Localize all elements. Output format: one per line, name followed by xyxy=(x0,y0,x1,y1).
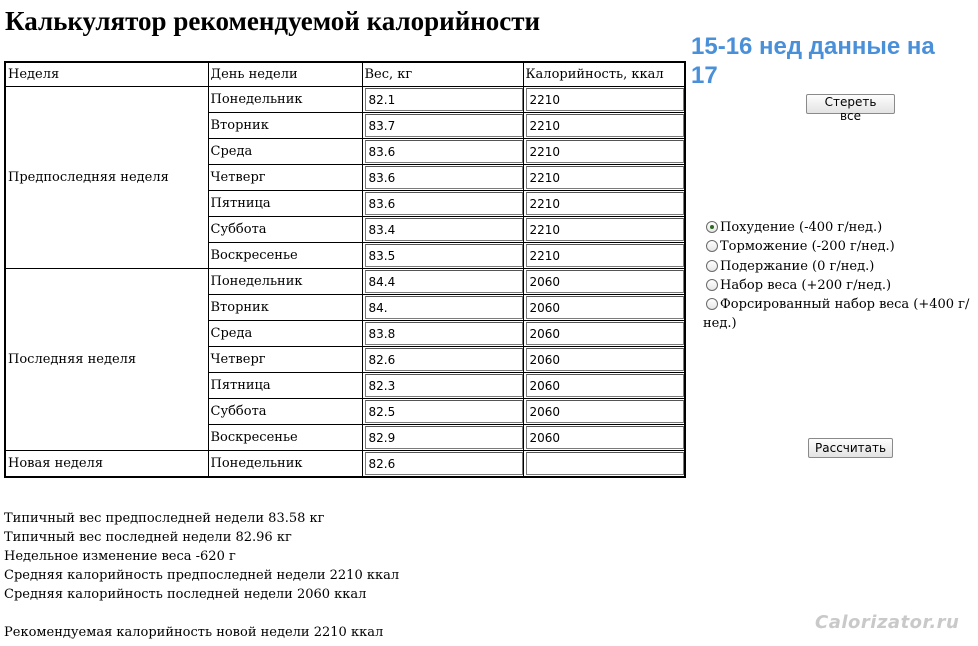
calories-cell xyxy=(523,451,685,478)
weight-input[interactable] xyxy=(365,374,523,397)
watermark-logo: Calorizator.ru xyxy=(815,612,960,633)
week-label: Новая неделя xyxy=(5,451,208,478)
table-row xyxy=(5,451,685,478)
radio-empty-icon[interactable] xyxy=(706,279,718,291)
weight-cell xyxy=(362,243,523,269)
calories-input[interactable] xyxy=(526,322,684,345)
radio-empty-icon[interactable] xyxy=(706,260,718,272)
calories-cell xyxy=(523,165,685,191)
calories-cell xyxy=(523,113,685,139)
day-label: Среда xyxy=(208,321,362,347)
day-label: Суббота xyxy=(208,217,362,243)
calories-cell xyxy=(523,217,685,243)
goal-option-label: Похудение (-400 г/нед.) xyxy=(720,220,883,235)
weight-cell xyxy=(362,295,523,321)
calories-cell xyxy=(523,373,685,399)
calories-cell xyxy=(523,347,685,373)
calories-cell xyxy=(523,191,685,217)
weight-cell xyxy=(362,165,523,191)
weight-cell xyxy=(362,373,523,399)
column-header-calories: Калорийность, ккал xyxy=(523,62,685,87)
calories-input[interactable] xyxy=(526,218,684,241)
goal-option[interactable] xyxy=(703,218,978,237)
column-header-weight: Вес, кг xyxy=(362,62,523,87)
column-header-day: День недели xyxy=(208,62,362,87)
weight-cell xyxy=(362,321,523,347)
weight-input[interactable] xyxy=(365,166,523,189)
day-label: Пятница xyxy=(208,191,362,217)
weight-input[interactable] xyxy=(365,322,523,345)
calories-cell xyxy=(523,295,685,321)
calories-input[interactable] xyxy=(526,400,684,423)
weight-cell xyxy=(362,425,523,451)
calculate-button[interactable]: Рассчитать xyxy=(808,438,893,458)
page-title: Калькулятор рекомендуемой калорийности xyxy=(5,6,541,36)
result-line: Недельное изменение веса -620 г xyxy=(4,549,236,564)
weight-input[interactable] xyxy=(365,114,523,137)
calories-cell xyxy=(523,321,685,347)
weight-cell xyxy=(362,347,523,373)
weight-input[interactable] xyxy=(365,218,523,241)
calories-input[interactable] xyxy=(526,244,684,267)
column-header-week: Неделя xyxy=(5,62,208,87)
goal-option[interactable] xyxy=(703,257,978,276)
weight-input[interactable] xyxy=(365,296,523,319)
result-line: Средняя калорийность последней недели 2060 ккал xyxy=(4,587,367,602)
calories-input[interactable] xyxy=(526,426,684,449)
result-line: Типичный вес последней недели 82.96 кг xyxy=(4,530,292,545)
radio-selected-icon[interactable] xyxy=(706,221,718,233)
weight-cell xyxy=(362,191,523,217)
weight-cell xyxy=(362,399,523,425)
goal-radio-group xyxy=(703,218,978,334)
day-label: Вторник xyxy=(208,113,362,139)
weight-input[interactable] xyxy=(365,348,523,371)
calories-input[interactable] xyxy=(526,114,684,137)
recommendation-line: Рекомендуемая калорийность новой недели 2210 ккал xyxy=(4,625,384,640)
day-label: Понедельник xyxy=(208,451,362,478)
weight-cell xyxy=(362,217,523,243)
goal-option-label: Набор веса (+200 г/нед.) xyxy=(720,277,892,293)
weight-cell xyxy=(362,113,523,139)
calories-input[interactable] xyxy=(526,192,684,215)
goal-option[interactable] xyxy=(703,276,978,295)
calories-cell xyxy=(523,243,685,269)
calories-input[interactable] xyxy=(526,296,684,319)
radio-empty-icon[interactable] xyxy=(706,240,718,252)
table-header-row xyxy=(5,62,685,87)
results-panel xyxy=(4,509,399,642)
day-label: Воскресенье xyxy=(208,243,362,269)
weight-input[interactable] xyxy=(365,452,523,475)
annotation-note: 15-16 нед данные на 17 xyxy=(691,33,935,89)
goal-option[interactable] xyxy=(703,295,978,334)
weight-input[interactable] xyxy=(365,140,523,163)
day-label: Пятница xyxy=(208,373,362,399)
week-label: Предпоследняя неделя xyxy=(5,87,208,269)
calories-cell xyxy=(523,87,685,113)
weight-cell xyxy=(362,269,523,295)
day-label: Четверг xyxy=(208,165,362,191)
weight-input[interactable] xyxy=(365,400,523,423)
calories-input[interactable] xyxy=(526,270,684,293)
table-row xyxy=(5,87,685,113)
day-label: Четверг xyxy=(208,347,362,373)
calories-cell xyxy=(523,139,685,165)
weight-input[interactable] xyxy=(365,270,523,293)
radio-empty-icon[interactable] xyxy=(706,298,718,310)
day-label: Воскресенье xyxy=(208,425,362,451)
calories-input[interactable] xyxy=(526,140,684,163)
calories-cell xyxy=(523,269,685,295)
calories-cell xyxy=(523,425,685,451)
calories-input[interactable] xyxy=(526,348,684,371)
day-label: Среда xyxy=(208,139,362,165)
weight-cell xyxy=(362,87,523,113)
week-label: Последняя неделя xyxy=(5,269,208,451)
calories-input[interactable] xyxy=(526,166,684,189)
day-label: Суббота xyxy=(208,399,362,425)
calories-input[interactable] xyxy=(526,374,684,397)
calorie-table xyxy=(4,61,686,478)
weight-cell xyxy=(362,451,523,478)
weight-cell xyxy=(362,139,523,165)
weight-input[interactable] xyxy=(365,88,523,111)
results-spacer xyxy=(4,604,399,623)
result-line: Типичный вес предпоследней недели 83.58 кг xyxy=(4,511,325,526)
day-label: Понедельник xyxy=(208,269,362,295)
weight-input[interactable] xyxy=(365,192,523,215)
clear-all-button[interactable]: Стереть все xyxy=(806,94,895,114)
day-label: Вторник xyxy=(208,295,362,321)
table-row xyxy=(5,269,685,295)
day-label: Понедельник xyxy=(208,87,362,113)
goal-option-label: Подержание (0 г/нед.) xyxy=(720,258,875,274)
calories-input[interactable] xyxy=(526,452,684,475)
calories-input[interactable] xyxy=(526,88,684,111)
goal-option-label: Торможение (-200 г/нед.) xyxy=(720,239,895,255)
goal-option-label: Форсированный набор веса (+400 г/нед.) xyxy=(703,297,970,332)
weight-input[interactable] xyxy=(365,426,523,449)
weight-input[interactable] xyxy=(365,244,523,267)
result-line: Средняя калорийность предпоследней недели 2210 ккал xyxy=(4,568,400,583)
calories-cell xyxy=(523,399,685,425)
goal-option[interactable] xyxy=(703,237,978,256)
